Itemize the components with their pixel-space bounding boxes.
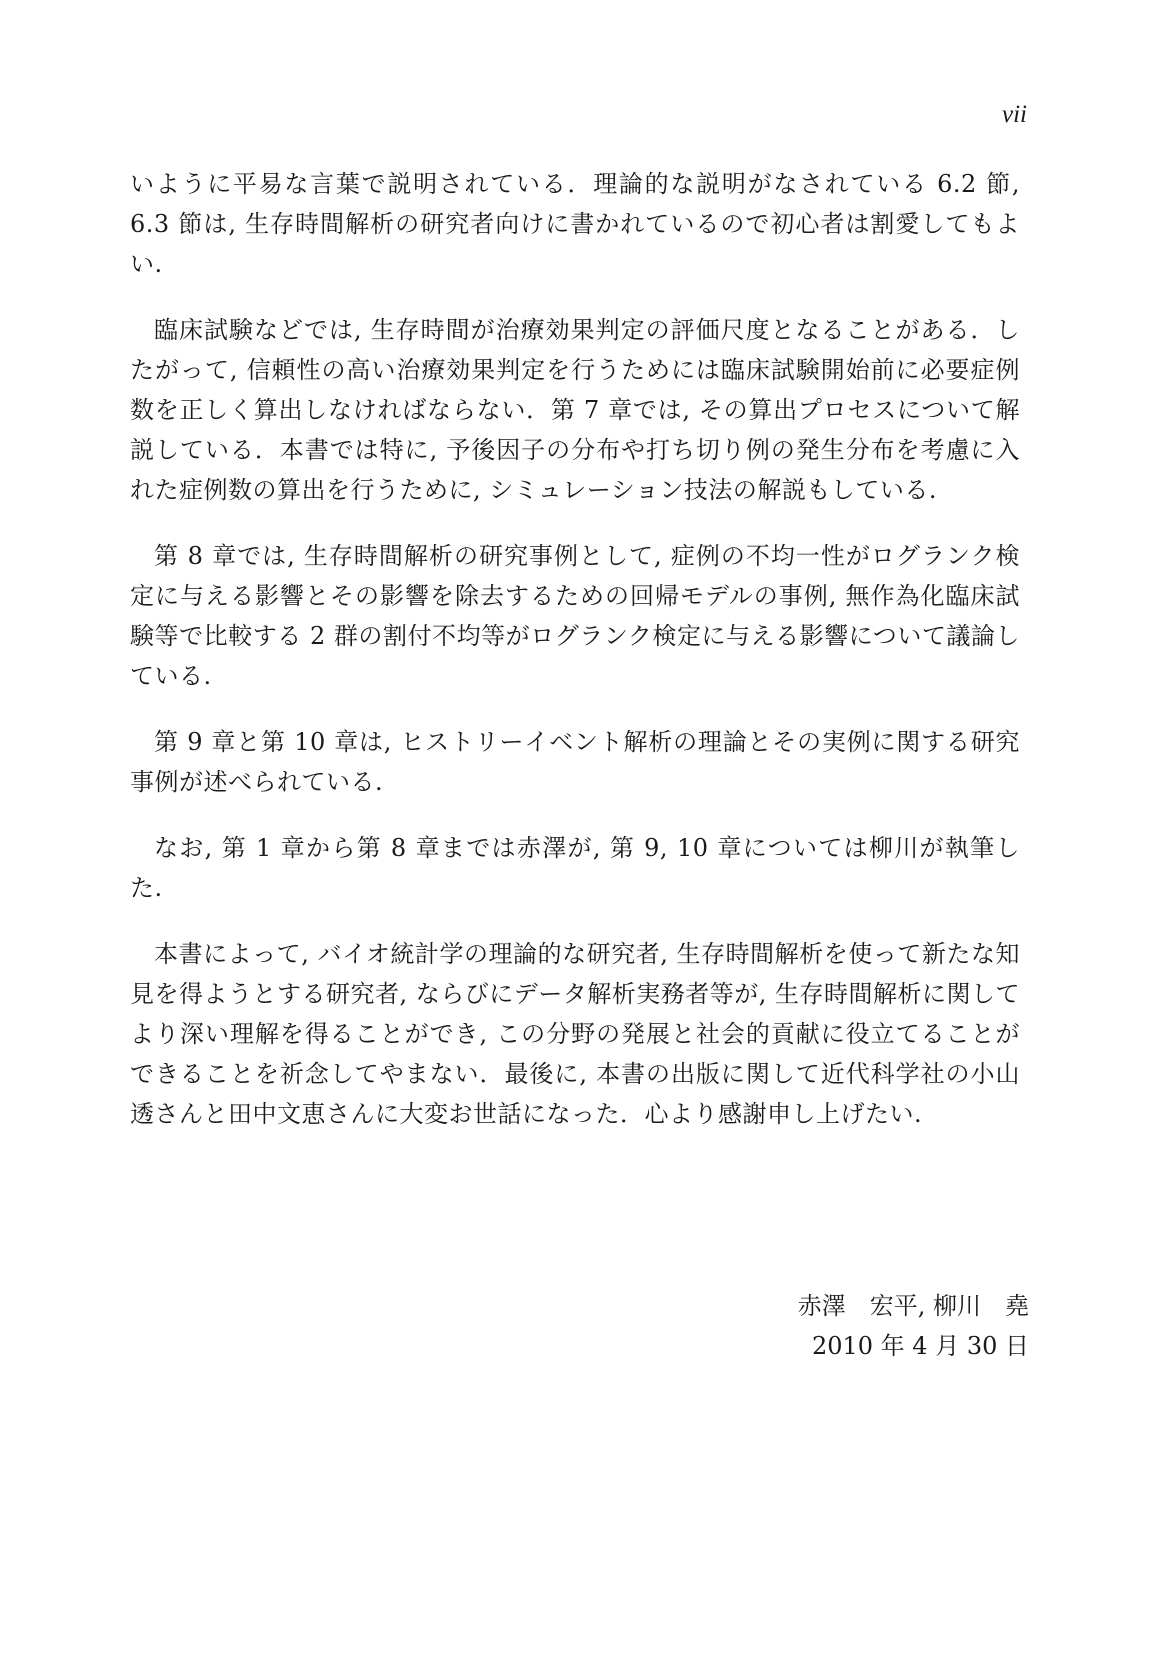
paragraph-clinical-trials: 臨床試験などでは, 生存時間が治療効果判定の評価尺度となることがある．したがって, 信頼性の高い治療効果判定を行うためには臨床試験開始前に必要症例数を正しく算出しなければならない．第 7 章では, その算出プロセスについて解説している．本書では特に, 予後因子の分布や打ち切り例の発生分布を考慮に入れた症例数の算出を行うために, シミュレーション技法の解説もしている.	[130, 316, 1020, 504]
body-text	[130, 164, 1020, 1160]
signature-date: 2010 年 4 月 30 日	[811, 1332, 1029, 1360]
page-number: vii	[1002, 101, 1027, 128]
paragraph-continuation: いように平易な言葉で説明されている．理論的な説明がなされている 6.2 節, 6.3 節は, 生存時間解析の研究者向けに書かれているので初心者は割愛してもよい.	[130, 170, 1020, 278]
paragraph-chapters-9-10: 第 9 章と第 10 章は, ヒストリーイベント解析の理論とその実例に関する研究事例が述べられている.	[130, 728, 1020, 796]
signature-block	[798, 1286, 1029, 1366]
author-names: 赤澤 宏平, 柳川 堯	[797, 1292, 1029, 1320]
paragraph-chapter-8: 第 8 章では, 生存時間解析の研究事例として, 症例の不均一性がログランク検定に与える影響とその影響を除去するための回帰モデルの事例, 無作為化臨床試験等で比較する 2 群の割付不均等がログランク検定に与える影響について議論している.	[130, 542, 1020, 690]
paragraph-acknowledgements: 本書によって, バイオ統計学の理論的な研究者, 生存時間解析を使って新たな知見を得ようとする研究者, ならびにデータ解析実務者等が, 生存時間解析に関してより深い理解を得ることができ, この分野の発展と社会的貢献に役立てることができることを祈念してやまない．最後に, 本書の出版に関して近代科学社の小山透さんと田中文恵さんに大変お世話になった．心より感謝申し上げたい.	[130, 940, 1021, 1128]
paragraph-authorship: なお, 第 1 章から第 8 章までは赤澤が, 第 9, 10 章については柳川が執筆した.	[130, 834, 1020, 902]
